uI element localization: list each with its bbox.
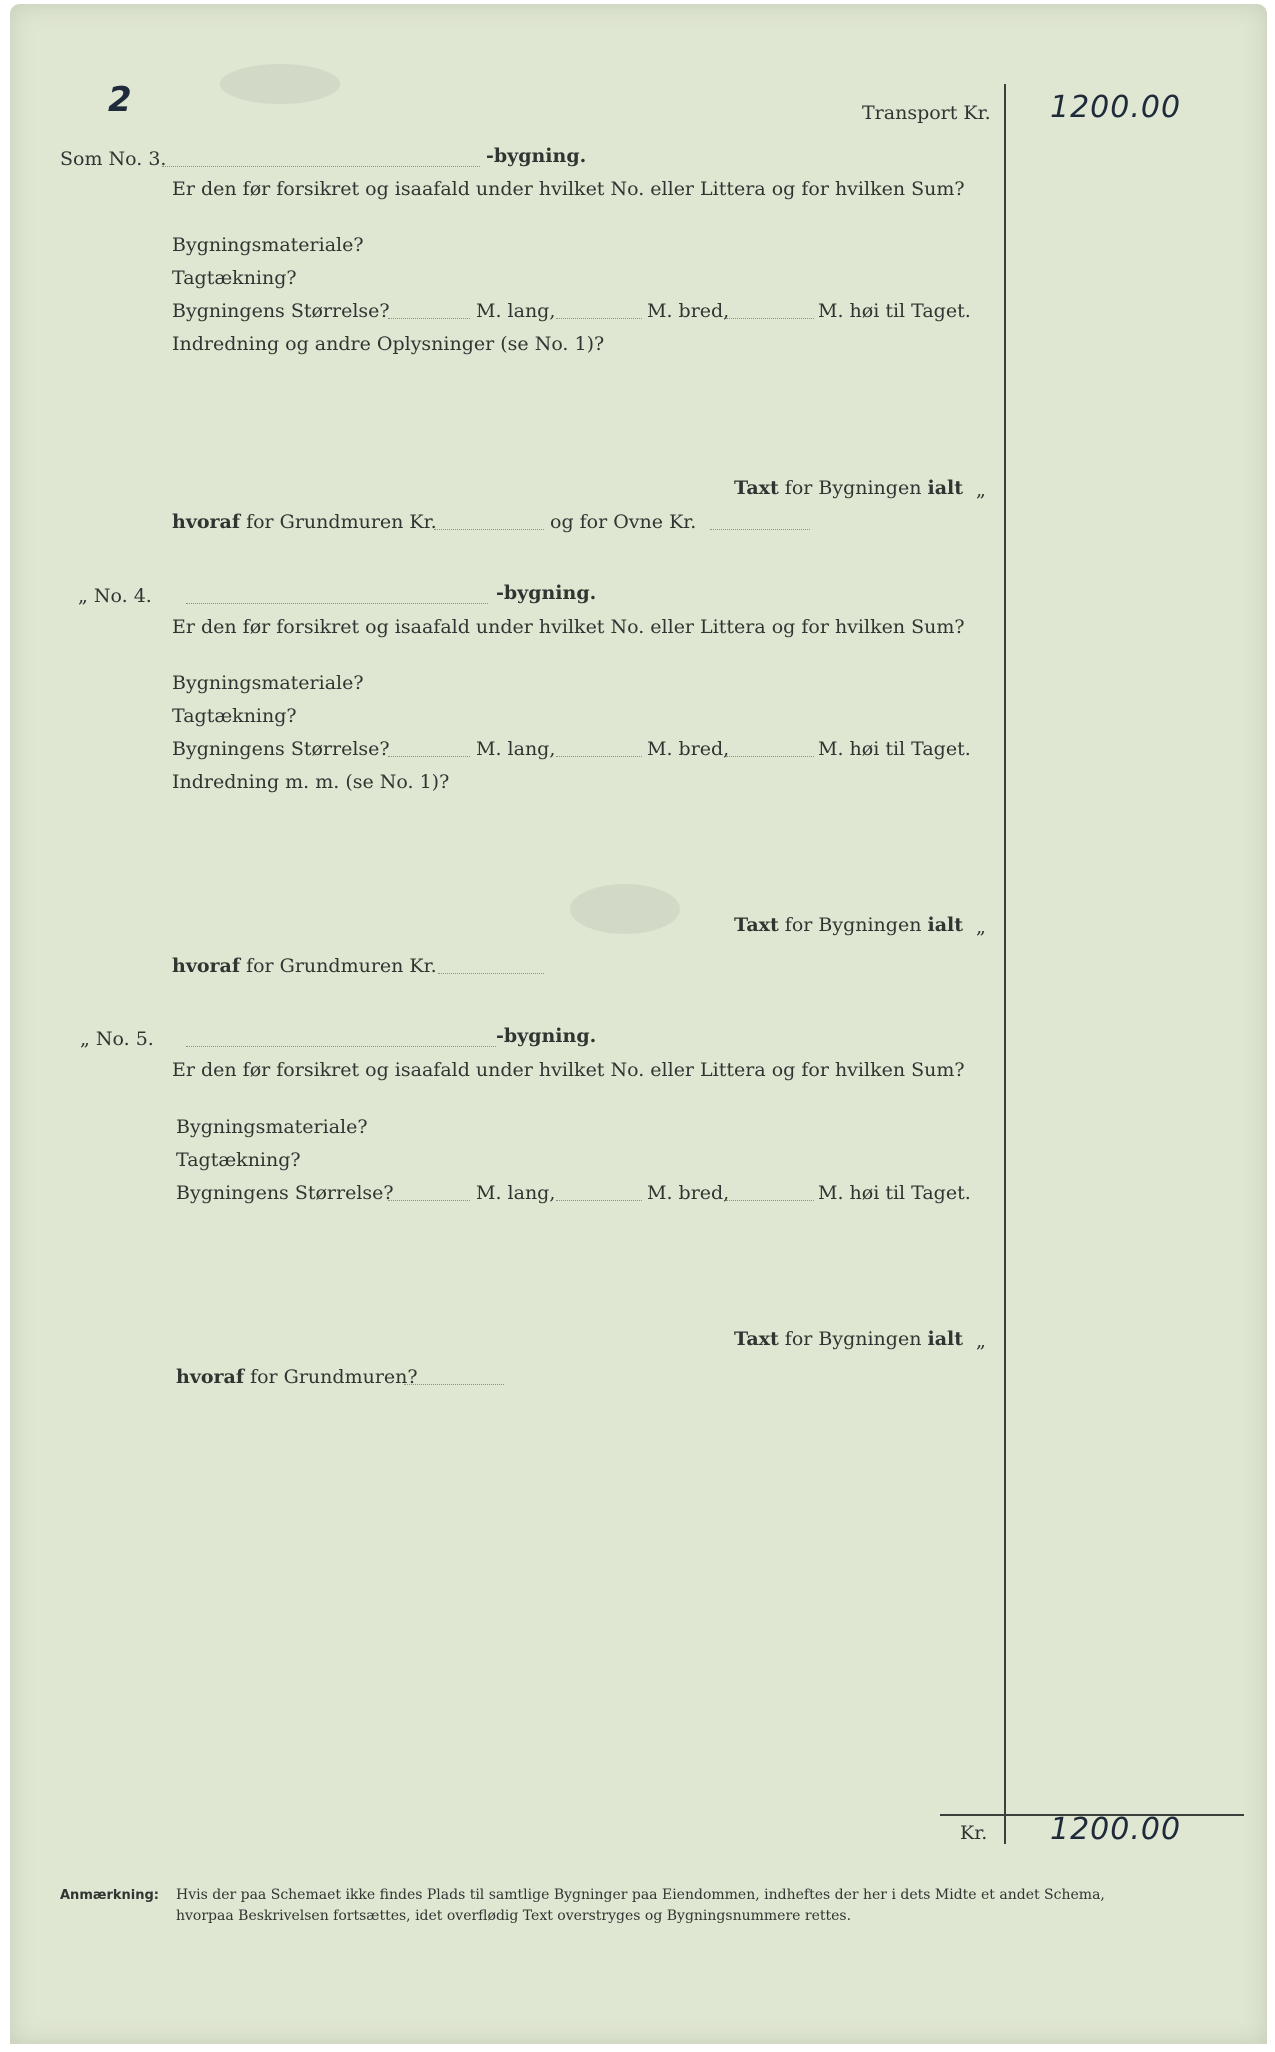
size-field[interactable] <box>388 318 470 319</box>
section-prefix: „ No. 5. <box>80 1028 154 1050</box>
section-prefix: „ No. 4. <box>78 585 152 607</box>
question-interior: Indredning m. m. (se No. 1)? <box>172 771 450 793</box>
question-material: Bygningsmateriale? <box>172 234 364 256</box>
size-long-label: M. lang, <box>476 300 556 322</box>
building-type-field[interactable] <box>162 166 480 167</box>
width-field[interactable] <box>726 756 814 757</box>
question-roof: Tagtækning? <box>172 705 297 727</box>
building-type-field[interactable] <box>186 603 488 604</box>
building-type-field[interactable] <box>186 1046 496 1047</box>
total-label: Taxt for Bygningen ialt <box>734 914 964 936</box>
question-size: Bygningens Størrelse? <box>172 738 390 760</box>
of-which-line <box>176 1366 418 1388</box>
of-which-label: hvoraf <box>172 511 241 533</box>
size-wide-label: M. bred, <box>647 1182 730 1204</box>
foundation-amount-field[interactable] <box>404 1384 504 1385</box>
of-which-label: hvoraf <box>176 1366 245 1388</box>
paper-stain <box>220 64 340 104</box>
question-size: Bygningens Størrelse? <box>172 300 390 322</box>
section-prefix: Som No. 3. <box>60 148 167 170</box>
total-ditto-mark: „ <box>976 916 986 938</box>
note-label: Anmærkning: <box>60 1888 160 1903</box>
stoves-amount-field[interactable] <box>710 529 810 530</box>
size-long-label: M. lang, <box>476 738 556 760</box>
transport-label: Transport Kr. <box>862 102 991 124</box>
total-label-rest: for Bygningen <box>778 914 928 936</box>
width-field[interactable] <box>726 1200 814 1201</box>
foundation-label: for Grundmuren Kr. <box>246 955 437 977</box>
foundation-label: for Grundmuren Kr. <box>246 511 437 533</box>
question-insured: Er den før forsikret og isaafald under hvilket No. eller Littera og for hvilken Sum? <box>172 1059 965 1081</box>
of-which-line <box>172 955 437 977</box>
foundation-amount-field[interactable] <box>438 973 544 974</box>
question-roof: Tagtækning? <box>176 1149 301 1171</box>
transport-amount: 1200.00 <box>1050 90 1182 125</box>
total-kr-label: Kr. <box>960 1822 988 1844</box>
length-field[interactable] <box>556 1200 642 1201</box>
total-amount: 1200.00 <box>1050 1812 1182 1847</box>
total-label: Taxt for Bygningen ialt <box>734 477 964 499</box>
of-which-label: hvoraf <box>172 955 241 977</box>
total-label-rest: for Bygningen <box>778 1328 928 1350</box>
size-wide-label: M. bred, <box>647 300 730 322</box>
length-field[interactable] <box>556 756 642 757</box>
size-high-label: M. høi til Taget. <box>818 300 971 322</box>
total-label-rest: for Bygningen <box>778 477 928 499</box>
question-material: Bygningsmateriale? <box>172 672 364 694</box>
question-insured: Er den før forsikret og isaafald under hvilket No. eller Littera og for hvilken Sum? <box>172 178 965 200</box>
width-field[interactable] <box>726 318 814 319</box>
size-long-label: M. lang, <box>476 1182 556 1204</box>
note-line-1: Hvis der paa Schemaet ikke findes Plads til samtlige Bygninger paa Eiendommen, indheftes der her i dets Midte et andet Schema, <box>176 1887 1105 1903</box>
amount-column-rule <box>1004 84 1006 1844</box>
question-insured: Er den før forsikret og isaafald under hvilket No. eller Littera og for hvilken Sum? <box>172 616 965 638</box>
question-roof: Tagtækning? <box>172 267 297 289</box>
size-field[interactable] <box>388 756 470 757</box>
foundation-amount-field[interactable] <box>434 529 544 530</box>
of-which-line <box>172 511 437 533</box>
page-mark: 2 <box>108 80 133 120</box>
paper-stain <box>570 884 680 934</box>
size-high-label: M. høi til Taget. <box>818 1182 971 1204</box>
foundation-label: for Grundmuren? <box>250 1366 418 1388</box>
question-material: Bygningsmateriale? <box>176 1116 368 1138</box>
stoves-label: og for Ovne Kr. <box>550 511 697 533</box>
section-suffix: -bygning. <box>496 582 597 604</box>
total-ditto-mark: „ <box>976 479 986 501</box>
size-high-label: M. høi til Taget. <box>818 738 971 760</box>
note-line-2: hvorpaa Beskrivelsen fortsættes, idet overflødig Text overstryges og Bygningsnummere rettes. <box>176 1908 852 1924</box>
total-ditto-mark: „ <box>976 1330 986 1352</box>
question-interior: Indredning og andre Oplysninger (se No. 1)? <box>172 333 605 355</box>
question-size: Bygningens Størrelse? <box>176 1182 394 1204</box>
length-field[interactable] <box>556 318 642 319</box>
section-suffix: -bygning. <box>496 1025 597 1047</box>
total-label: Taxt for Bygningen ialt <box>734 1328 964 1350</box>
form-page <box>10 4 1267 2044</box>
section-suffix: -bygning. <box>486 145 587 167</box>
size-field[interactable] <box>388 1200 470 1201</box>
size-wide-label: M. bred, <box>647 738 730 760</box>
